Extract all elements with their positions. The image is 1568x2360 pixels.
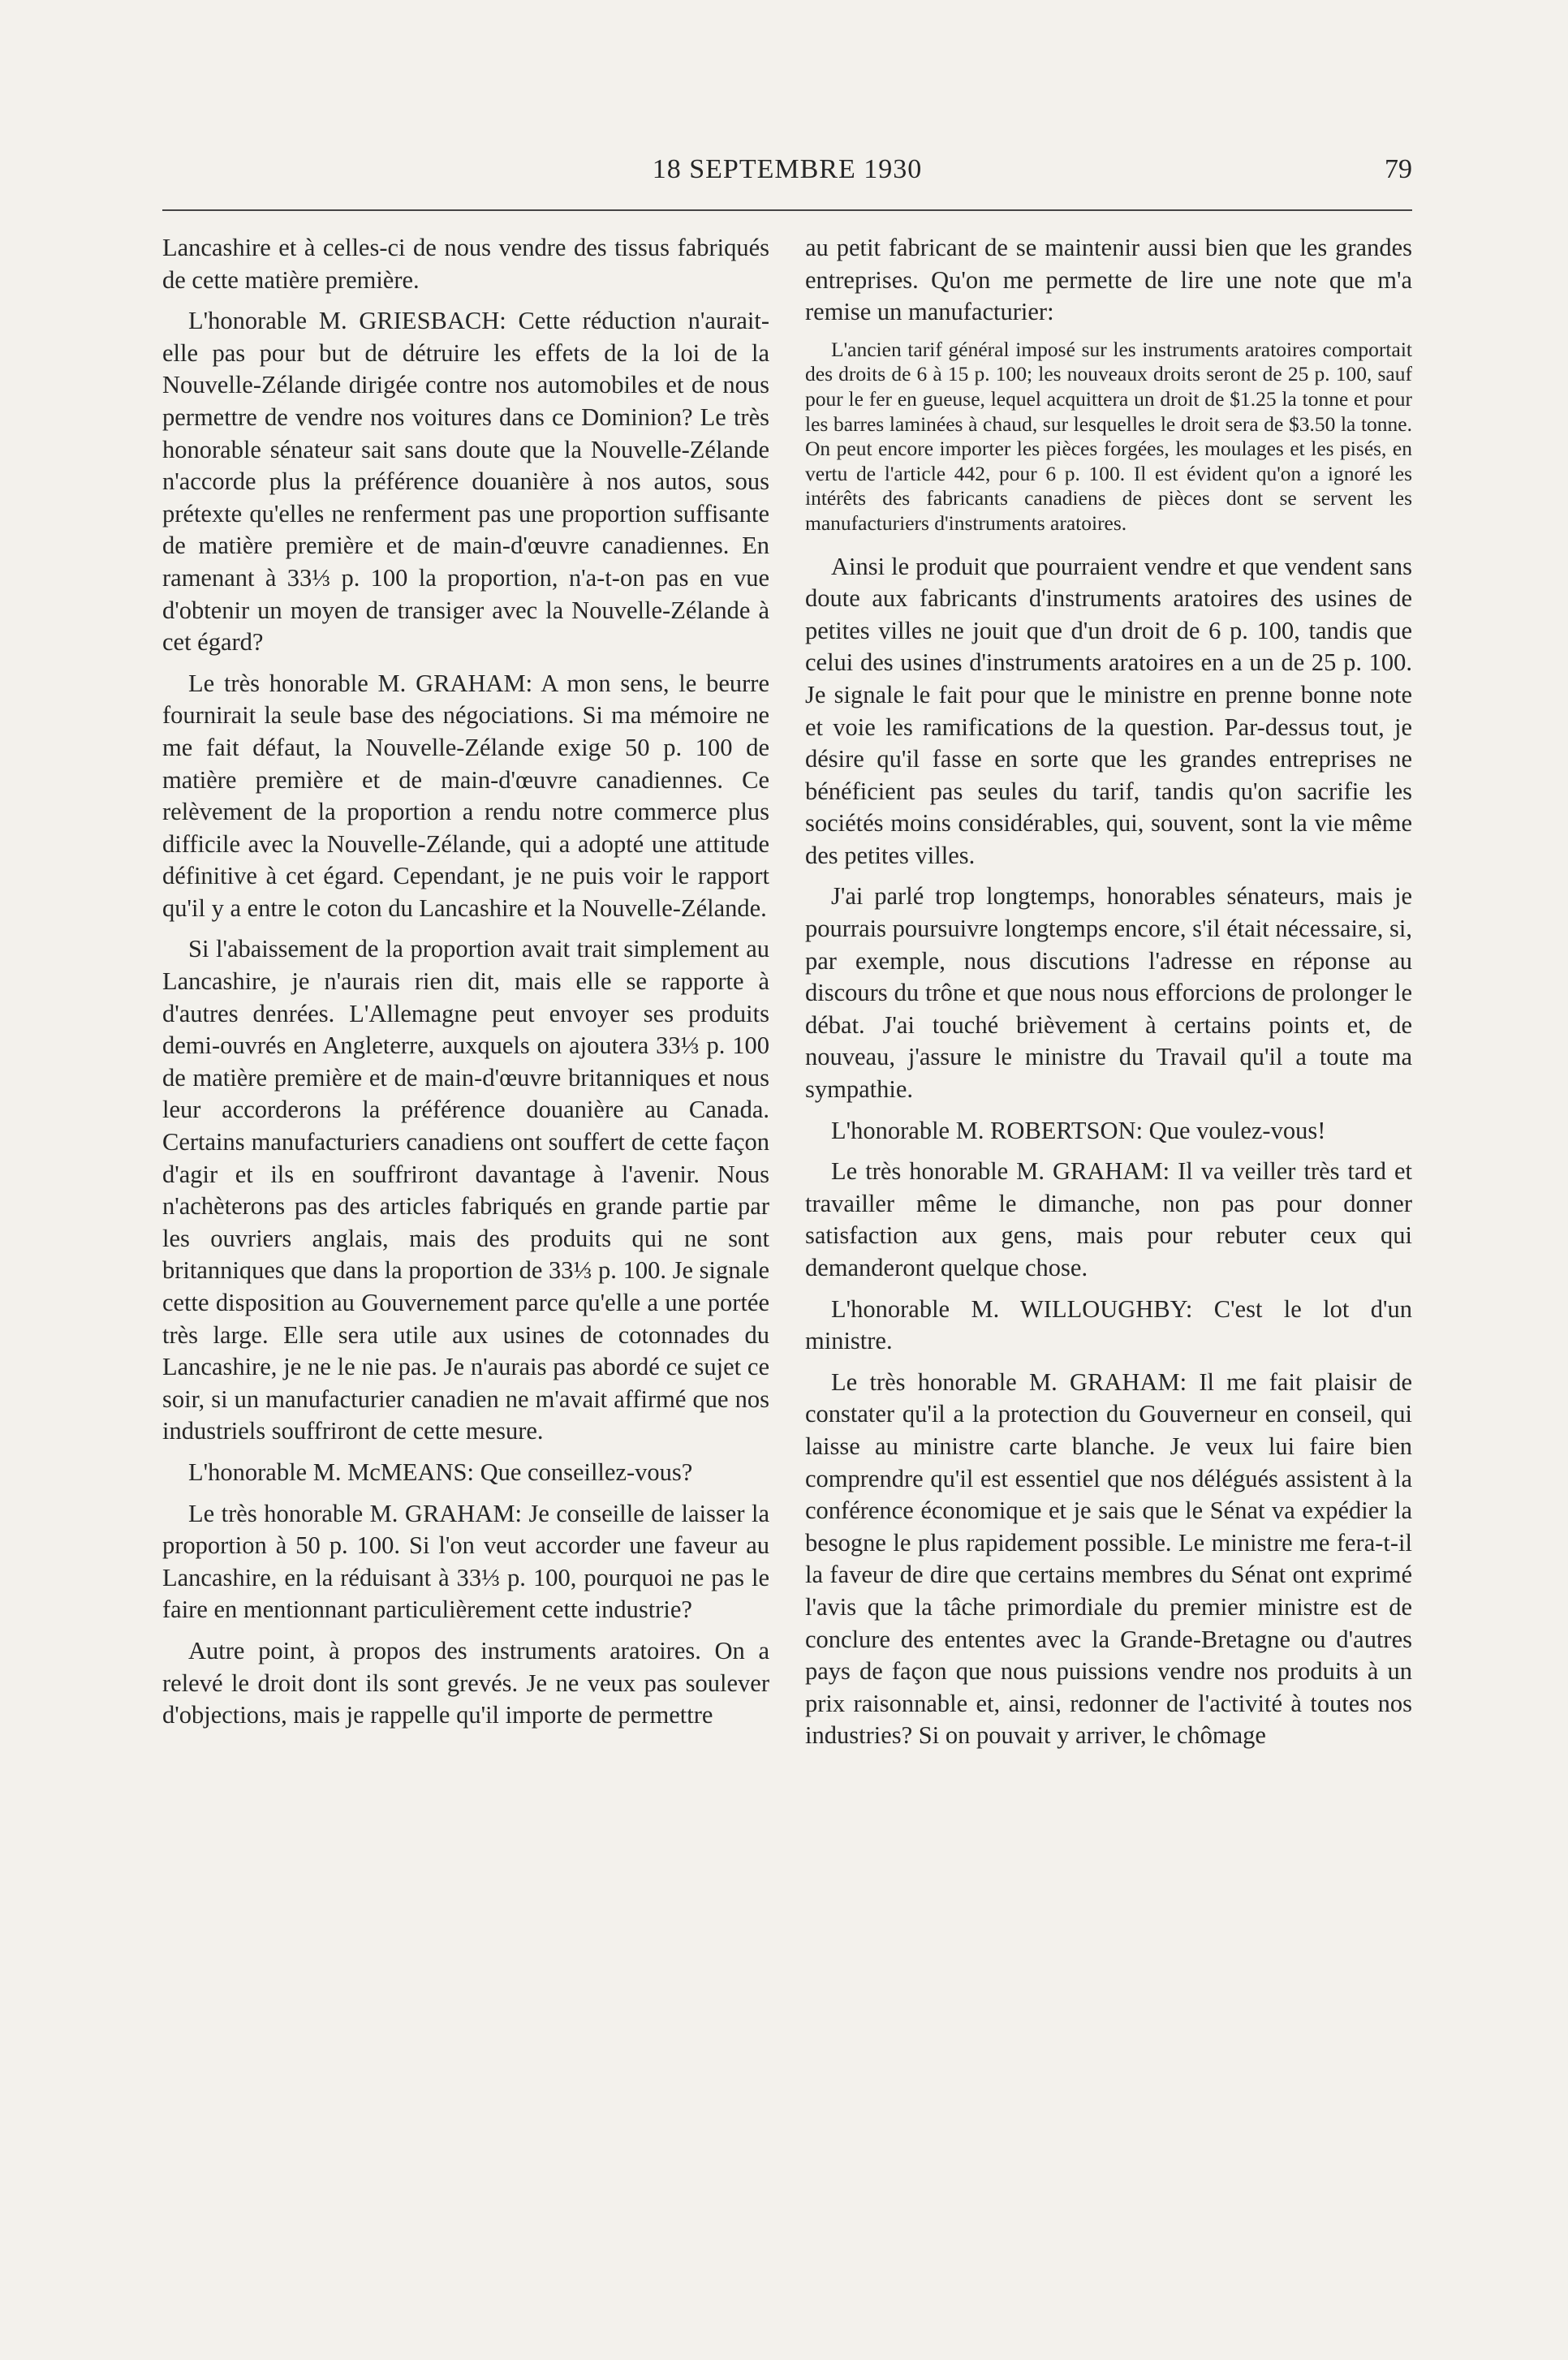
- page-header: [162, 148, 1412, 196]
- paragraph: Autre point, à propos des instruments aratoires. On a relevé le droit dont ils sont grevés. Je ne veux pas soulever d'objections, mais je rappelle qu'il importe de permettre: [162, 1636, 769, 1729]
- paragraph: Lancashire et à celles-ci de nous vendre des tissus fabriqués de cette matière première.: [162, 234, 769, 294]
- paragraph: au petit fabricant de se maintenir aussi bien que les grandes entreprises. Qu'on me permette de lire une note que m'a remise un manufacturier:: [805, 234, 1412, 326]
- paragraph: L'honorable M. WILLOUGHBY: C'est le lot d'un ministre.: [805, 1294, 1412, 1355]
- right-column: [805, 232, 1412, 1761]
- paragraph: L'honorable M. ROBERTSON: Que voulez-vous!: [831, 1116, 1326, 1144]
- paragraph: Le très honorable M. GRAHAM: A mon sens, le beurre fournirait la seule base des négociations. Si ma mémoire ne me fait défaut, la Nouvelle-Zélande exige 50 p. 100 de matière première et de main-d'œuvre canadiennes. Ce relèvement de la proportion a rendu notre commerce plus difficile avec la Nouvelle-Zélande, qui a adopté une attitude définitive à cet égard. Cependant, je ne puis voir le rapport qu'il y a entre le coton du Lancashire et la Nouvelle-Zélande.: [162, 669, 769, 922]
- paragraph: L'honorable M. GRIESBACH: Cette réduction n'aurait-elle pas pour but de détruire les effets de la loi de la Nouvelle-Zélande dirigée contre nos automobiles et de nous permettre de vendre nos voitures dans ce Dominion? Le très honorable sénateur sait sans doute que la Nouvelle-Zélande n'accorde plus la préférence douanière à nos autos, sous prétexte qu'elles ne renferment pas une proportion suffisante de matière première et de main-d'œuvre canadiennes. En ramenant à 33⅓ p. 100 la proportion, n'a-t-on pas en vue d'obtenir un moyen de transiger avec la Nouvelle-Zélande à cet égard?: [162, 307, 769, 657]
- page-number: 79: [1385, 154, 1412, 184]
- paragraph: Le très honorable M. GRAHAM: Je conseille de laisser la proportion à 50 p. 100. Si l'on veut accorder une faveur au Lancashire, en la réduisant à 33⅓ p. 100, pourquoi ne pas le faire en mentionnant particulièrement cette industrie?: [162, 1499, 769, 1624]
- paragraph: Si l'abaissement de la proportion avait trait simplement au Lancashire, je n'aurais rien dit, mais elle se rapporte à d'autres denrées. L'Allemagne peut envoyer ses produits demi-ouvrés en Angleterre, auxquels on ajoutera 33⅓ p. 100 de matière première et de main-d'œuvre britanniques et nous leur accorderons la préférence douanière au Canada. Certains manufacturiers canadiens ont souffert de cette façon d'agir et ils en souffriront davantage à l'avenir. Nous n'achèterons pas des articles fabriqués en grande partie par les ouvriers anglais, mais des produits qui ne sont britanniques que dans la proportion de 33⅓ p. 100. Je signale cette disposition au Gouvernement parce qu'elle a une portée très large. Elle sera utile aux usines de cotonnades du Lancashire, je ne le nie pas. Je n'aurais pas abordé ce sujet ce soir, si un manufacturier canadien ne m'avait affirmé que nos industriels souffriront de cette mesure.: [162, 935, 769, 1445]
- header-rule: [162, 209, 1412, 211]
- quoted-note: L'ancien tarif général imposé sur les instruments aratoires comportait des droits de 6 à 15 p. 100; les nouveaux droits seront de 25 p. 100, sauf pour le fer en gueuse, lequel acquittera un droit de $1.25 la tonne et pour les barres laminées à chaud, sur lesquelles le droit sera de $3.50 la tonne. On peut encore importer les pièces forgées, les moulages et les pisés, en vertu de l'article 442, pour 6 p. 100. Il est évident qu'on a ignoré les intérêts des fabricants canadiens de pièces dont se servent les manufacturiers d'instruments aratoires.: [805, 337, 1412, 535]
- header-date: 18 SEPTEMBRE 1930: [652, 154, 923, 184]
- left-column: [162, 232, 769, 1741]
- paragraph: Le très honorable M. GRAHAM: Il me fait plaisir de constater qu'il a la protection du Gouverneur en conseil, qui laisse au ministre carte blanche. Je veux lui faire bien comprendre qu'il est essentiel que nos délégués assistent à la conférence économique et je sais que le Sénat va expédier la besogne le plus rapidement possible. Le ministre me fera-t-il la faveur de dire que certains membres du Sénat ont exprimé l'avis que la tâche primordiale du premier ministre est de conclure des ententes avec la Grande-Bretagne ou d'autres pays de façon que nous puissions vendre nos produits à un prix raisonnable et, ainsi, redonner de l'activité à toutes nos industries? Si on pouvait y arriver, le chômage: [805, 1367, 1412, 1750]
- paragraph: Le très honorable M. GRAHAM: Il va veiller très tard et travailler même le dimanche, non pas pour donner satisfaction aux gens, mais pour rebuter ceux qui demanderont quelque chose.: [805, 1157, 1412, 1281]
- paragraph: Ainsi le produit que pourraient vendre et que vendent sans doute aux fabricants d'instruments aratoires des usines de petites villes ne jouit que d'un droit de 6 p. 100, tandis que celui des usines d'instruments aratoires en a un de 25 p. 100. Je signale le fait pour que le ministre en prenne bonne note et voie les ramifications de la question. Par-dessus tout, je désire qu'il fasse en sorte que les grandes entreprises ne bénéficient pas seules du tarif, tandis qu'on sacrifie les sociétés moins considérables, qui, souvent, sont la vie même des petites villes.: [805, 552, 1412, 869]
- paragraph: J'ai parlé trop longtemps, honorables sénateurs, mais je pourrais poursuivre longtemps encore, s'il était nécessaire, si, par exemple, nous discutions l'adresse en réponse au discours du trône et que nous nous efforcions de prolonger le débat. J'ai touché brièvement à certains points et, de nouveau, j'assure le ministre du Travail qu'il a toute ma sympathie.: [805, 882, 1412, 1104]
- paragraph: L'honorable M. McMEANS: Que conseillez-vous?: [188, 1458, 693, 1486]
